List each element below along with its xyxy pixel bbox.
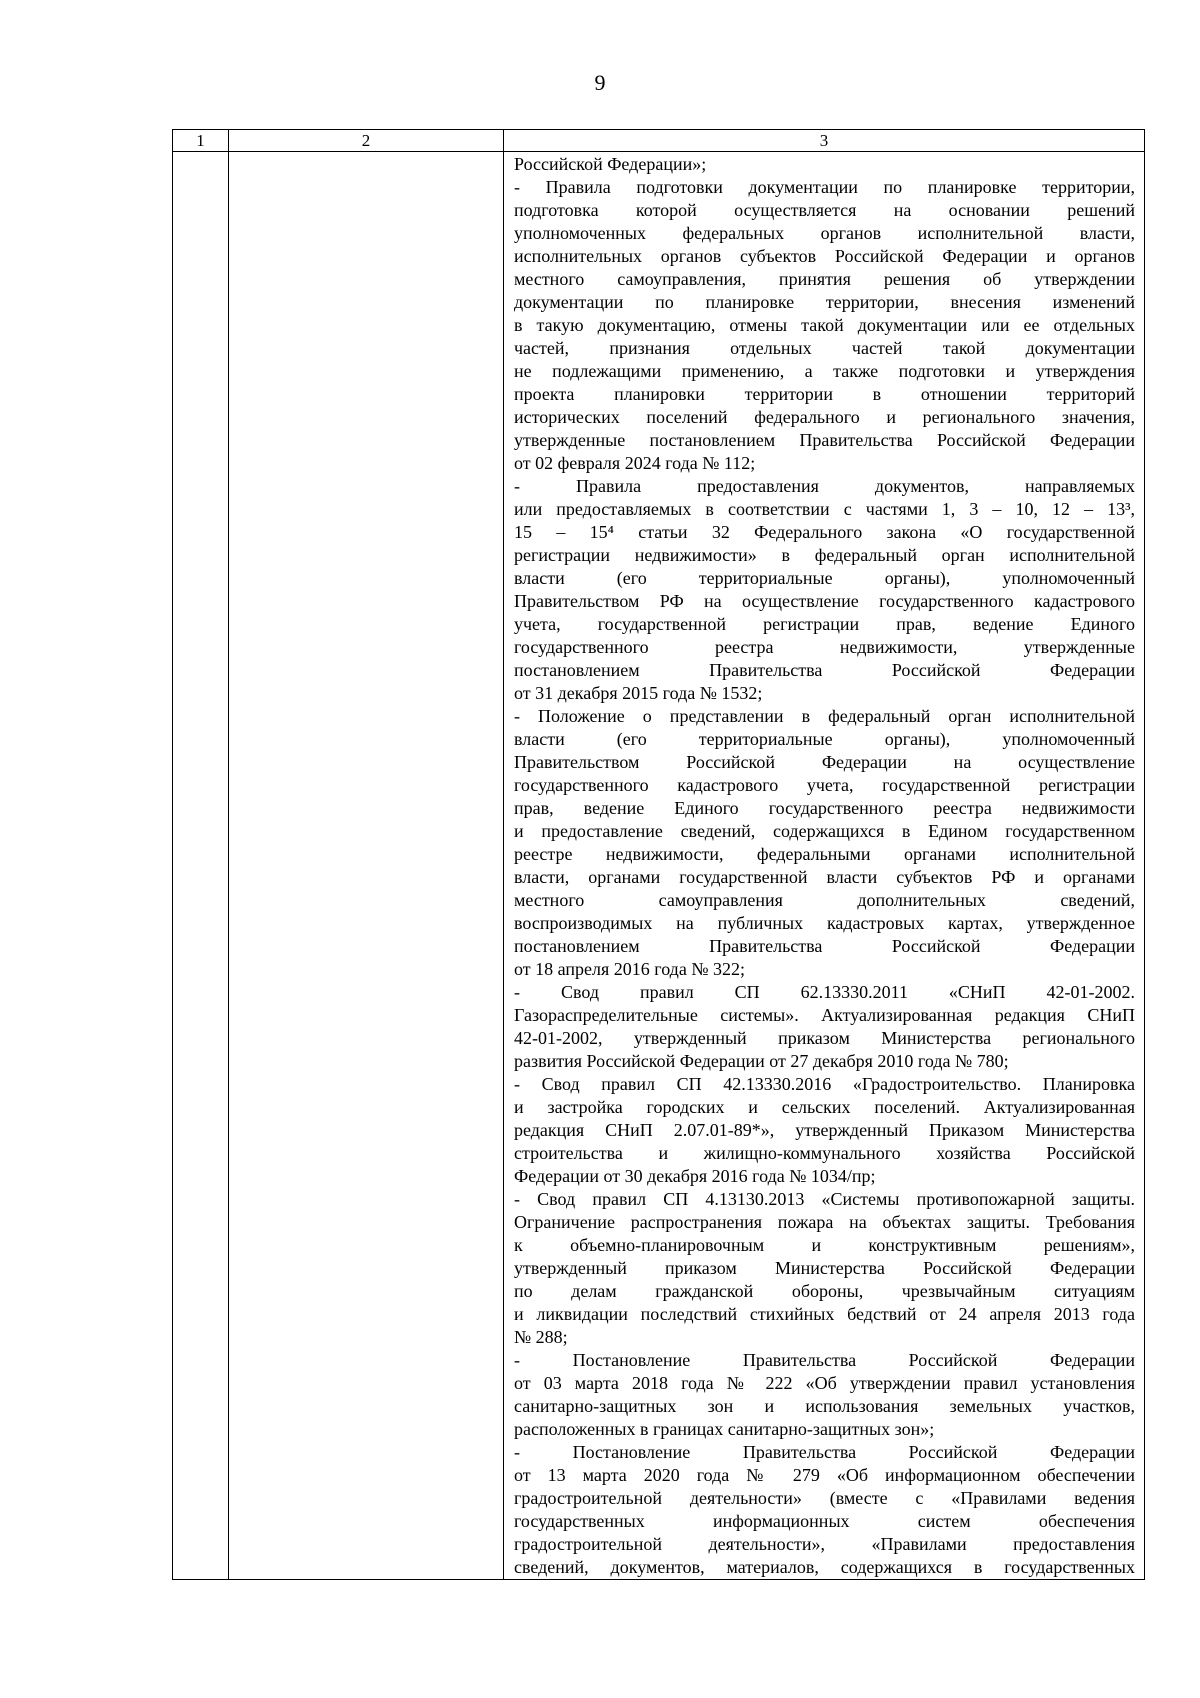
text-line: - Свод правил СП 4.13130.2013 «Системы противопожарной защиты. [514,1189,1135,1209]
text-line: от 13 марта 2020 года № 279 «Об информационном обеспечении [514,1465,1135,1485]
text-line: - Положение о представлении в федеральный орган исполнительной [514,706,1135,726]
text-line: или предоставляемых в соответствии с частями 1, 3 – 10, 12 – 13³, [514,499,1135,519]
text-line: постановлением Правительства Российской Федерации [514,936,1135,956]
text-line: государственных информационных систем обеспечения [514,1511,1135,1531]
legal-paragraph [514,176,1135,475]
text-line: сведений, документов, материалов, содержащихся в государственных [514,1557,1135,1577]
text-line: редакция СНиП 2.07.01-89*», утвержденный Приказом Министерства [514,1120,1135,1140]
legal-text [514,153,1135,1579]
legal-paragraph [514,1441,1135,1579]
text-line: санитарно-защитных зон и использования земельных участков, [514,1396,1135,1416]
text-line: по делам гражданской обороны, чрезвычайным ситуациям [514,1281,1135,1301]
header-col-1: 1 [173,130,229,152]
text-line: власти (его территориальные органы), уполномоченный [514,568,1135,588]
legal-paragraph [514,475,1135,705]
text-line: к объемно-планировочным и конструктивным решениям», [514,1235,1135,1255]
text-line: Федерации от 30 декабря 2016 года № 1034/пр; [514,1166,876,1186]
header-col-2: 2 [229,130,504,152]
text-line: государственного реестра недвижимости, утвержденные [514,637,1135,657]
cell-col-2 [229,152,504,1580]
page-number: 9 [594,70,606,95]
table-header-row [173,130,1145,152]
text-line: - Свод правил СП 62.13330.2011 «СНиП 42-01-2002. [514,982,1135,1002]
text-line: регистрации недвижимости» в федеральный орган исполнительной [514,545,1135,565]
text-line: - Постановление Правительства Российской Федерации [514,1442,1135,1462]
text-line: 42-01-2002, утвержденный приказом Министерства регионального [514,1028,1135,1048]
document-table [172,129,1145,1580]
cell-col-1 [173,152,229,1580]
text-line: от 02 февраля 2024 года № 112; [514,453,756,473]
text-line: Российской Федерации»; [514,154,707,174]
text-line: Правительством РФ на осуществление государственного кадастрового [514,591,1135,611]
text-line: Правительством Российской Федерации на осуществление [514,752,1135,772]
cell-col-3 [504,152,1145,1580]
text-line: реестре недвижимости, федеральными органами исполнительной [514,844,1135,864]
legal-paragraph [514,981,1135,1073]
text-line: утвержденный приказом Министерства Российской Федерации [514,1258,1135,1278]
text-line: 15 – 15⁴ статьи 32 Федерального закона «О государственной [514,522,1135,542]
text-line: учета, государственной регистрации прав, ведение Единого [514,614,1135,634]
text-line: - Свод правил СП 42.13330.2016 «Градостроительство. Планировка [514,1074,1135,1094]
header-col-3: 3 [504,130,1145,152]
text-line: - Правила подготовки документации по планировке территории, [514,177,1135,197]
text-line: местного самоуправления, принятия решения об утверждении [514,269,1135,289]
legal-paragraph [514,705,1135,981]
text-line: в такую документацию, отмены такой документации или ее отдельных [514,315,1135,335]
text-line: исполнительных органов субъектов Российской Федерации и органов [514,246,1135,266]
text-line: градостроительной деятельности» (вместе с «Правилами ведения [514,1488,1135,1508]
text-line: воспроизводимых на публичных кадастровых картах, утвержденное [514,913,1135,933]
text-line: не подлежащими применению, а также подготовки и утверждения [514,361,1135,381]
table-row [173,152,1145,1580]
text-line: постановлением Правительства Российской Федерации [514,660,1135,680]
text-line: исторических поселений федерального и регионального значения, [514,407,1135,427]
legal-paragraph [514,1188,1135,1349]
text-line: и застройка городских и сельских поселений. Актуализированная [514,1097,1135,1117]
text-line: утвержденные постановлением Правительства Российской Федерации [514,430,1135,450]
text-line: развития Российской Федерации от 27 декабря 2010 года № 780; [514,1051,1009,1071]
text-line: Ограничение распространения пожара на объектах защиты. Требования [514,1212,1135,1232]
text-line: проекта планировки территории в отношении территорий [514,384,1135,404]
text-line: строительства и жилищно-коммунального хозяйства Российской [514,1143,1135,1163]
text-line: и ликвидации последствий стихийных бедствий от 24 апреля 2013 года [514,1304,1135,1324]
text-line: градостроительной деятельности», «Правилами предоставления [514,1534,1135,1554]
legal-paragraph [514,1073,1135,1188]
text-line: прав, ведение Единого государственного реестра недвижимости [514,798,1135,818]
text-line: Газораспределительные системы». Актуализированная редакция СНиП [514,1005,1135,1025]
text-line: от 03 марта 2018 года № 222 «Об утверждении правил установления [514,1373,1135,1393]
text-line: подготовка которой осуществляется на основании решений [514,200,1135,220]
text-line: уполномоченных федеральных органов исполнительной власти, [514,223,1135,243]
text-line: власти, органами государственной власти субъектов РФ и органами [514,867,1135,887]
text-line: от 18 апреля 2016 года № 322; [514,959,746,979]
text-line: документации по планировке территории, внесения изменений [514,292,1135,312]
text-line: - Правила предоставления документов, направляемых [514,476,1135,496]
text-line: расположенных в границах санитарно-защитных зон»; [514,1419,935,1439]
text-line: - Постановление Правительства Российской Федерации [514,1350,1135,1370]
legal-paragraph [514,1349,1135,1441]
text-line: от 31 декабря 2015 года № 1532; [514,683,763,703]
text-line: власти (его территориальные органы), уполномоченный [514,729,1135,749]
text-line: местного самоуправления дополнительных сведений, [514,890,1135,910]
legal-paragraph [514,153,1135,176]
text-line: № 288; [514,1327,568,1347]
text-line: и предоставление сведений, содержащихся в Едином государственном [514,821,1135,841]
text-line: частей, признания отдельных частей такой документации [514,338,1135,358]
text-line: государственного кадастрового учета, государственной регистрации [514,775,1135,795]
